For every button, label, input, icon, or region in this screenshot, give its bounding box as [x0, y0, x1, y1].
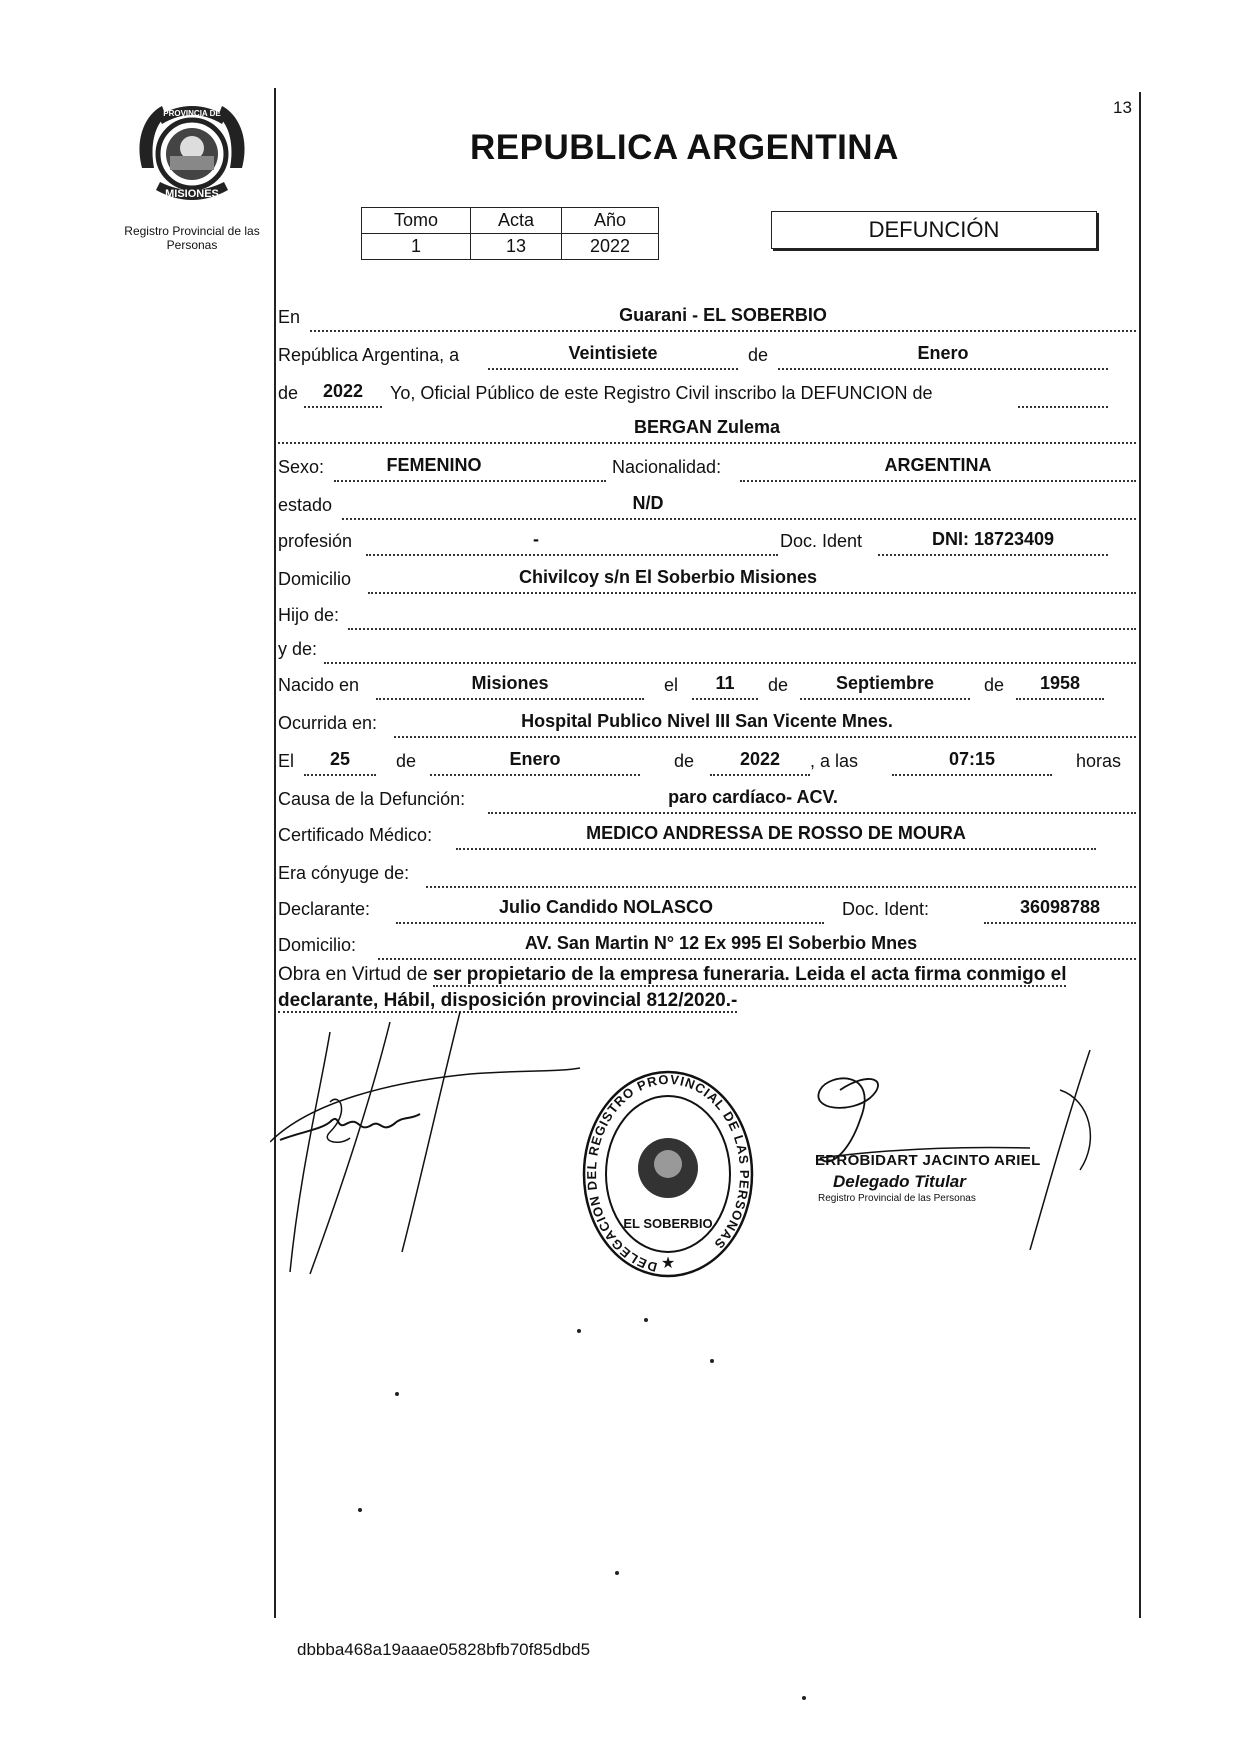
death-month: Enero: [509, 749, 561, 769]
scan-speck: [802, 1696, 806, 1700]
birth-el-label: el: [664, 675, 679, 695]
en-value: Guarani - EL SOBERBIO: [619, 305, 827, 325]
document-type-box: DEFUNCIÓN: [771, 211, 1097, 249]
certificado-label: Certificado Médico:: [278, 825, 433, 845]
row-conyuge: [278, 854, 1138, 888]
right-margin-rule: [1139, 92, 1141, 1618]
yde-label: y de:: [278, 639, 318, 659]
declarante-value: Julio Candido NOLASCO: [499, 897, 713, 917]
reference-table: [361, 207, 659, 260]
official-signature: [790, 1050, 1130, 1250]
scan-speck: [644, 1318, 648, 1322]
row-deceased-name: [278, 410, 1138, 444]
tomo-header: Tomo: [362, 208, 471, 234]
row-en: [278, 298, 1138, 332]
day-value: Veintisiete: [568, 343, 658, 363]
causa-label: Causa de la Defunción:: [278, 789, 466, 809]
document-hash: dbbba468a19aaae05828bfb70f85dbd5: [297, 1640, 591, 1659]
year-value: 2022: [322, 381, 364, 401]
obra-en-virtud-paragraph: [278, 962, 1138, 1014]
row-profesion: [278, 522, 1138, 556]
obra-text: ser propietario de la empresa funeraria. Leida el acta firma conmigo el declarante, Hábil, disposición provincial 812/2020.-: [278, 964, 1067, 1011]
en-label: En: [278, 307, 301, 327]
profesion-value: -: [533, 529, 539, 549]
row-hijo: [278, 596, 1138, 630]
signatory-name: ERROBIDART JACINTO ARIEL: [815, 1152, 1041, 1169]
signatory-role: Delegado Titular: [833, 1172, 966, 1191]
ocurrida-label: Ocurrida en:: [278, 713, 378, 733]
death-day: 25: [329, 749, 351, 769]
nacido-value: Misiones: [471, 673, 549, 693]
row-estado: [278, 486, 1138, 520]
row-certificado: [278, 816, 1138, 850]
deceased-name: BERGAN Zulema: [633, 417, 781, 437]
hijo-label: Hijo de:: [278, 605, 340, 625]
doc-ident-value: DNI: 18723409: [931, 529, 1055, 549]
row-causa: [278, 780, 1138, 814]
signatory-registry: Registro Provincial de las Personas: [818, 1193, 976, 1204]
scan-speck: [615, 1571, 619, 1575]
birth-de2-label: de: [984, 675, 1005, 695]
causa-value: paro cardíaco- ACV.: [668, 787, 838, 807]
death-de2-label: de: [674, 751, 695, 771]
birth-month: Septiembre: [835, 673, 935, 693]
anio-header: Año: [562, 208, 659, 234]
republica-label: República Argentina, a: [278, 345, 460, 365]
row-fecha-defuncion: [278, 742, 1138, 776]
certificado-value: MEDICO ANDRESSA DE ROSSO DE MOURA: [586, 823, 966, 843]
decl-doc-label: Doc. Ident:: [842, 899, 930, 919]
death-el-label: El: [278, 751, 295, 771]
scan-speck: [577, 1329, 581, 1333]
seal-inner-text: EL SOBERBIO: [623, 1216, 713, 1231]
month-value: Enero: [917, 343, 969, 363]
hijo-fill: [348, 602, 1136, 630]
year-prefix: de: [278, 383, 299, 403]
row-oficial: [278, 374, 1138, 408]
decl-domicilio-value: AV. San Martin N° 12 Ex 995 El Soberbio Mnes: [524, 933, 918, 953]
row-decl-domicilio: [278, 926, 1138, 960]
row-sexo: [278, 448, 1138, 482]
scan-speck: [710, 1359, 714, 1363]
oficial-text: Yo, Oficial Público de este Registro Civil inscribo la DEFUNCION de: [390, 383, 933, 403]
row-yde: [278, 630, 1138, 664]
declarant-signature: [270, 1012, 600, 1282]
nacido-label: Nacido en: [278, 675, 360, 695]
svg-text:PROVINCIA DE: PROVINCIA DE: [163, 109, 221, 118]
nacionalidad-label: Nacionalidad:: [612, 457, 722, 477]
birth-day: 11: [715, 673, 735, 693]
horas-label: horas: [1076, 751, 1122, 771]
decl-doc-value: 36098788: [1019, 897, 1101, 917]
page-number: 13: [1113, 98, 1132, 117]
left-margin-rule: [274, 88, 276, 1618]
ocurrida-value: Hospital Publico Nivel III San Vicente Mnes.: [521, 711, 893, 731]
doc-ident-label: Doc. Ident: [780, 531, 863, 551]
anio-value: 2022: [562, 234, 659, 260]
estado-label: estado: [278, 495, 333, 515]
acta-header: Acta: [471, 208, 562, 234]
yde-fill: [324, 636, 1136, 664]
estado-value: N/D: [632, 493, 664, 513]
alas-label: , a las: [810, 751, 859, 771]
sexo-label: Sexo:: [278, 457, 325, 477]
row-declarante: [278, 890, 1138, 924]
row-domicilio: [278, 560, 1138, 594]
row-nacido: [278, 666, 1138, 700]
conyuge-label: Era cónyuge de:: [278, 863, 410, 883]
issuer-caption: Registro Provincial de las Personas: [124, 224, 260, 252]
domicilio-label: Domicilio: [278, 569, 352, 589]
tomo-value: 1: [362, 234, 471, 260]
seal-ring-text: DELEGACION DEL REGISTRO PROVINCIAL DE LAS PERSONAS: [584, 1071, 753, 1275]
nacionalidad-value: ARGENTINA: [884, 455, 992, 475]
death-year: 2022: [739, 749, 781, 769]
obra-prefix: Obra en Virtud de: [278, 964, 428, 985]
oficial-fill: [1018, 380, 1108, 408]
domicilio-value: Chivilcoy s/n El Soberbio Misiones: [518, 567, 818, 587]
svg-text:★: ★: [660, 1253, 676, 1272]
death-de1-label: de: [396, 751, 417, 771]
declarante-label: Declarante:: [278, 899, 371, 919]
profesion-label: profesión: [278, 531, 353, 551]
acta-value: 13: [471, 234, 562, 260]
scan-speck: [358, 1508, 362, 1512]
row-fecha: [278, 336, 1138, 370]
province-coat-of-arms-logo: [132, 98, 252, 216]
birth-de1-label: de: [768, 675, 789, 695]
svg-text:MISIONES: MISIONES: [165, 188, 219, 200]
scan-speck: [395, 1392, 399, 1396]
sexo-value: FEMENINO: [386, 455, 482, 475]
decl-domicilio-label: Domicilio:: [278, 935, 357, 955]
de-label: de: [748, 345, 769, 365]
death-time: 07:15: [948, 749, 996, 769]
document-title: REPUBLICA ARGENTINA: [470, 128, 899, 167]
conyuge-fill: [426, 860, 1136, 888]
row-ocurrida: [278, 704, 1138, 738]
official-seal: [582, 1068, 754, 1288]
birth-year: 1958: [1039, 673, 1081, 693]
